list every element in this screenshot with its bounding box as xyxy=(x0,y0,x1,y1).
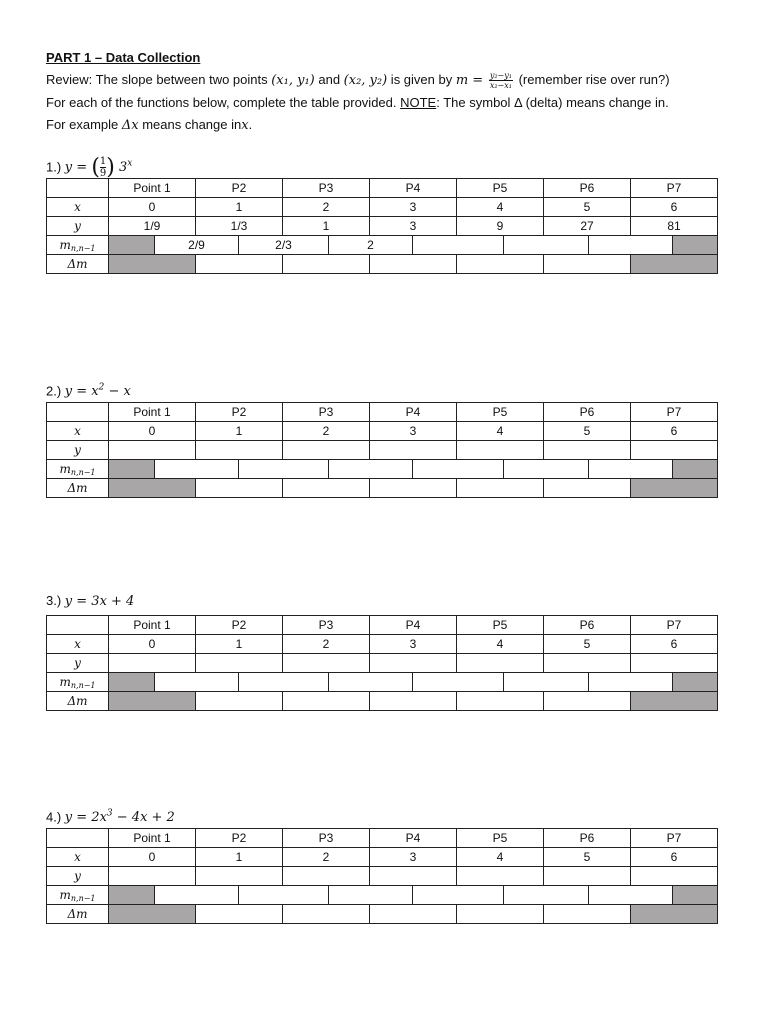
slope-label: $m_{n,n-1}$ xyxy=(47,236,109,255)
x-label: x xyxy=(47,848,109,867)
slope-cell[interactable] xyxy=(504,673,589,691)
y-cell[interactable] xyxy=(631,867,718,886)
delta-m-cell[interactable] xyxy=(457,255,544,274)
header-row xyxy=(47,179,718,198)
problem-4-equation: 4.) $y = 2x^3 - 4x + 2$ xyxy=(46,809,175,826)
slope-blank xyxy=(109,673,155,691)
problem-3-equation: 3.) y = 3x + 4 xyxy=(46,593,135,609)
slope-cell[interactable] xyxy=(413,460,504,478)
slope-blank xyxy=(109,236,155,254)
delta-m-blank xyxy=(109,692,196,711)
x-label: x xyxy=(47,198,109,217)
y-cell[interactable]: 1/9 xyxy=(109,217,196,236)
delta-m-cell[interactable] xyxy=(196,905,283,924)
col-header: P5 xyxy=(457,179,544,198)
delta-m-cell[interactable] xyxy=(196,479,283,498)
x-cell: 5 xyxy=(544,422,631,441)
col-header: P7 xyxy=(631,616,718,635)
delta-m-blank xyxy=(109,905,196,924)
slope-blank xyxy=(673,460,717,478)
delta-m-cell[interactable] xyxy=(544,479,631,498)
y-cell[interactable] xyxy=(196,654,283,673)
slope-blank xyxy=(673,886,717,904)
slope-cell[interactable] xyxy=(589,673,673,691)
slope-blank xyxy=(109,886,155,904)
slope-cell[interactable] xyxy=(239,886,329,904)
col-header: Point 1 xyxy=(109,403,196,422)
x-cell: 1 xyxy=(196,848,283,867)
col-header: P3 xyxy=(283,403,370,422)
x-cell: 2 xyxy=(283,635,370,654)
x-cell: 6 xyxy=(631,198,718,217)
slope-blank xyxy=(673,236,717,254)
col-header: P6 xyxy=(544,616,631,635)
delta-m-cell[interactable] xyxy=(283,255,370,274)
y-cell[interactable] xyxy=(370,867,457,886)
slope-cell[interactable] xyxy=(329,886,413,904)
y-cell[interactable] xyxy=(283,441,370,460)
delta-m-cell[interactable] xyxy=(370,692,457,711)
y-cell[interactable] xyxy=(544,654,631,673)
slope-label: $m_{n,n-1}$ xyxy=(47,886,109,905)
x-cell: 5 xyxy=(544,848,631,867)
y-label: y xyxy=(47,217,109,236)
y-label: y xyxy=(47,654,109,673)
y-cell[interactable] xyxy=(457,441,544,460)
problem-2-table xyxy=(46,402,718,498)
y-row xyxy=(47,217,718,236)
slope-cell[interactable] xyxy=(239,673,329,691)
problem-1-equation: 1.) y = ( $\frac{1}{9}$) 3$^x$ xyxy=(46,154,133,180)
slope-cell[interactable] xyxy=(413,886,504,904)
slope-cell[interactable]: 2/3 xyxy=(239,236,329,254)
col-header: P4 xyxy=(370,179,457,198)
problem-4 xyxy=(46,802,718,924)
x-cell: 5 xyxy=(544,635,631,654)
x-cell: 2 xyxy=(283,848,370,867)
col-header: P2 xyxy=(196,179,283,198)
x-cell: 3 xyxy=(370,422,457,441)
delta-m-cell[interactable] xyxy=(196,255,283,274)
col-header: P3 xyxy=(283,829,370,848)
delta-m-blank xyxy=(631,255,718,274)
slope-review-line: Review: The slope between two points (x₁, y₁) and (x₂, y₂) is given by m = $\frac{\text{y₂−y₁}}{\text{x₂−x₁}}$ (remember rise over run?) xyxy=(46,71,670,91)
delta-m-cell[interactable] xyxy=(370,479,457,498)
col-header: P4 xyxy=(370,829,457,848)
y-cell[interactable]: 9 xyxy=(457,217,544,236)
slope-cell[interactable] xyxy=(413,673,504,691)
problem-1-table xyxy=(46,178,718,274)
slope-cell[interactable] xyxy=(504,886,589,904)
slope-cell[interactable]: 2/9 xyxy=(155,236,239,254)
instructions-line: For each of the functions below, complete the table provided. NOTE: The symbol Δ (delta) means change in. xyxy=(46,95,669,110)
delta-example-line: For example Δx means change inx. xyxy=(46,117,253,133)
y-cell[interactable] xyxy=(631,441,718,460)
col-header: P5 xyxy=(457,829,544,848)
y-cell[interactable] xyxy=(283,867,370,886)
y-cell[interactable] xyxy=(109,867,196,886)
x-cell: 0 xyxy=(109,635,196,654)
col-header: Point 1 xyxy=(109,179,196,198)
col-header: P3 xyxy=(283,179,370,198)
col-header: P6 xyxy=(544,829,631,848)
y-cell[interactable]: 27 xyxy=(544,217,631,236)
slope-formula-fraction: $\frac{\text{y₂−y₁}}{\text{x₂−x₁}}$ xyxy=(489,71,512,91)
x-cell: 1 xyxy=(196,635,283,654)
y-label: y xyxy=(47,441,109,460)
col-header: P6 xyxy=(544,403,631,422)
col-header: P7 xyxy=(631,403,718,422)
delta-m-cell[interactable] xyxy=(370,905,457,924)
slope-cell[interactable] xyxy=(155,460,239,478)
col-header: P3 xyxy=(283,616,370,635)
delta-m-cell[interactable] xyxy=(544,692,631,711)
slope-cell[interactable] xyxy=(155,673,239,691)
col-header: P2 xyxy=(196,616,283,635)
col-header: P4 xyxy=(370,616,457,635)
x-cell: 6 xyxy=(631,635,718,654)
y-cell[interactable] xyxy=(457,654,544,673)
problem-3-table xyxy=(46,615,718,711)
slope-cell[interactable] xyxy=(589,886,673,904)
delta-m-cell[interactable] xyxy=(544,255,631,274)
y-cell[interactable]: 3 xyxy=(370,217,457,236)
x-cell: 4 xyxy=(457,635,544,654)
slope-cell[interactable] xyxy=(589,460,673,478)
delta-m-cell[interactable] xyxy=(457,692,544,711)
y-cell[interactable]: 1 xyxy=(283,217,370,236)
y-cell[interactable]: 81 xyxy=(631,217,718,236)
x-cell: 4 xyxy=(457,422,544,441)
delta-m-cell[interactable] xyxy=(283,479,370,498)
col-header: P2 xyxy=(196,403,283,422)
x-cell: 0 xyxy=(109,198,196,217)
x-cell: 1 xyxy=(196,422,283,441)
y-cell[interactable] xyxy=(196,441,283,460)
x-cell: 3 xyxy=(370,848,457,867)
y-cell[interactable] xyxy=(631,654,718,673)
col-header: Point 1 xyxy=(109,829,196,848)
delta-m-cell[interactable] xyxy=(370,255,457,274)
x-cell: 4 xyxy=(457,198,544,217)
col-header: P5 xyxy=(457,616,544,635)
col-header: P2 xyxy=(196,829,283,848)
y-cell[interactable] xyxy=(370,441,457,460)
x-cell: 2 xyxy=(283,198,370,217)
problem-4-table xyxy=(46,828,718,924)
col-header: Point 1 xyxy=(109,616,196,635)
section-title: PART 1 – Data Collection xyxy=(46,50,201,65)
problem-1 xyxy=(46,152,718,274)
x-cell: 3 xyxy=(370,635,457,654)
delta-m-blank xyxy=(631,692,718,711)
y-cell[interactable] xyxy=(109,441,196,460)
delta-m-cell[interactable] xyxy=(196,692,283,711)
x-cell: 2 xyxy=(283,422,370,441)
slope-cell[interactable] xyxy=(329,673,413,691)
slope-cell[interactable] xyxy=(504,460,589,478)
y-label: y xyxy=(47,867,109,886)
slope-blank xyxy=(109,460,155,478)
delta-m-blank xyxy=(109,255,196,274)
delta-m-label: Δm xyxy=(47,905,109,924)
x-cell: 5 xyxy=(544,198,631,217)
col-header: P7 xyxy=(631,829,718,848)
delta-m-blank xyxy=(631,905,718,924)
delta-m-cell[interactable] xyxy=(544,905,631,924)
col-header: P6 xyxy=(544,179,631,198)
x-row xyxy=(47,198,718,217)
y-cell[interactable] xyxy=(283,654,370,673)
slope-blank xyxy=(673,673,717,691)
problem-2-equation: 2.) $y = x^2 - x$ xyxy=(46,383,131,400)
x-cell: 4 xyxy=(457,848,544,867)
y-cell[interactable]: 1/3 xyxy=(196,217,283,236)
y-cell[interactable] xyxy=(109,654,196,673)
y-cell[interactable] xyxy=(196,867,283,886)
y-cell[interactable] xyxy=(457,867,544,886)
col-header: P7 xyxy=(631,179,718,198)
problem-3 xyxy=(46,589,718,711)
x-label: x xyxy=(47,422,109,441)
slope-cell[interactable] xyxy=(413,236,504,254)
delta-m-cell[interactable] xyxy=(457,905,544,924)
delta-m-blank xyxy=(631,479,718,498)
instructions-header xyxy=(46,47,746,137)
slope-label: $m_{n,n-1}$ xyxy=(47,673,109,692)
slope-label: $m_{n,n-1}$ xyxy=(47,460,109,479)
delta-m-cell[interactable] xyxy=(283,692,370,711)
slope-cell[interactable] xyxy=(589,236,673,254)
delta-m-label: Δm xyxy=(47,692,109,711)
delta-m-cell[interactable] xyxy=(283,905,370,924)
x-cell: 0 xyxy=(109,848,196,867)
y-cell[interactable] xyxy=(370,654,457,673)
col-header: P5 xyxy=(457,403,544,422)
delta-m-label: Δm xyxy=(47,255,109,274)
y-cell[interactable] xyxy=(544,441,631,460)
x-cell: 1 xyxy=(196,198,283,217)
x-cell: 3 xyxy=(370,198,457,217)
x-label: x xyxy=(47,635,109,654)
delta-m-blank xyxy=(109,479,196,498)
delta-m-row xyxy=(47,255,718,274)
slope-cell[interactable]: 2 xyxy=(329,236,413,254)
y-cell[interactable] xyxy=(544,867,631,886)
slope-row xyxy=(47,236,718,255)
col-header: P4 xyxy=(370,403,457,422)
slope-cell[interactable] xyxy=(239,460,329,478)
slope-cell[interactable] xyxy=(155,886,239,904)
x-cell: 0 xyxy=(109,422,196,441)
delta-m-cell[interactable] xyxy=(457,479,544,498)
delta-m-label: Δm xyxy=(47,479,109,498)
problem-2 xyxy=(46,376,718,498)
x-cell: 6 xyxy=(631,422,718,441)
x-cell: 6 xyxy=(631,848,718,867)
slope-cell[interactable] xyxy=(329,460,413,478)
slope-cell[interactable] xyxy=(504,236,589,254)
